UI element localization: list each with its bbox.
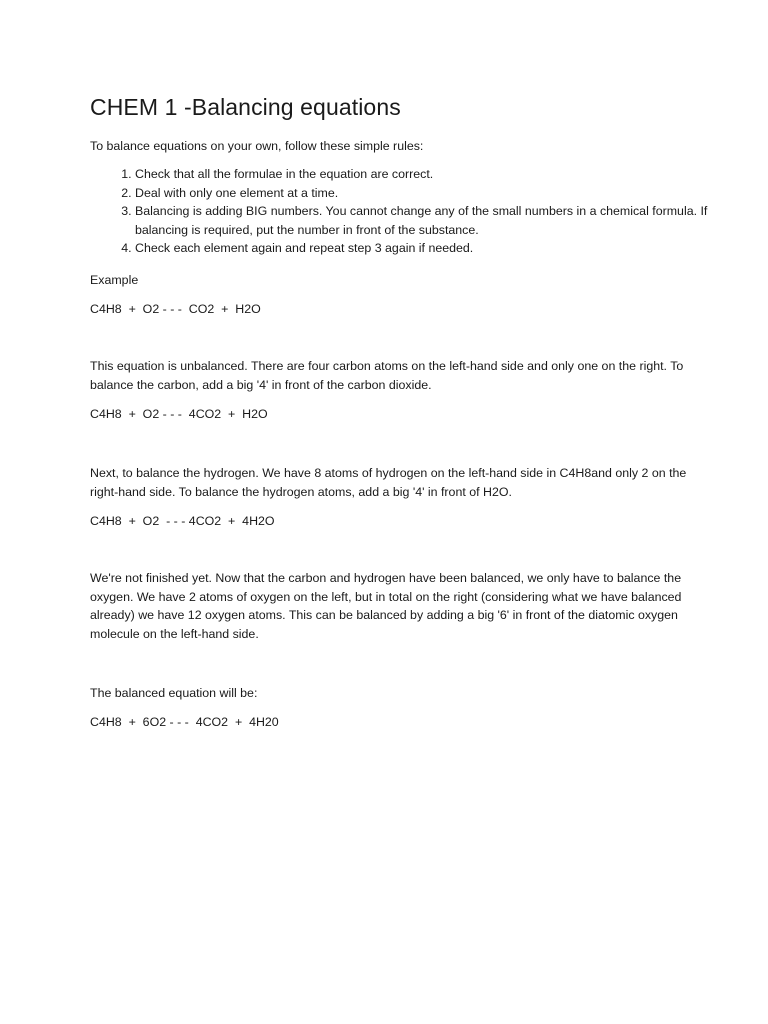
equation-carbon-balanced: C4H8 + O2 - - - 4CO2 + H2O — [90, 407, 268, 421]
paragraph-hydrogen: Next, to balance the hydrogen. We have 8 atoms of hydrogen on the left-hand side in C4H8and only 2 on the right-hand side. To balance the hydrogen atoms, add a big '4' in front of H2O. — [90, 466, 687, 499]
rules-list — [90, 165, 715, 258]
example-label: Example — [90, 273, 139, 287]
list-item: 2. Deal with only one element at a time. — [135, 184, 715, 203]
page-title: CHEM 1 -Balancing equations — [90, 94, 401, 120]
list-item: 4. Check each element again and repeat step 3 again if needed. — [135, 239, 715, 258]
paragraph-carbon: This equation is unbalanced. There are four carbon atoms on the left-hand side and only one on the right. To balance the carbon, add a big '4' in front of the carbon dioxide. — [90, 359, 684, 392]
balanced-label: The balanced equation will be: — [90, 686, 258, 700]
equation-hydrogen-balanced: C4H8 + O2 - - - 4CO2 + 4H2O — [90, 514, 275, 528]
list-item: 3. Balancing is adding BIG numbers. You cannot change any of the small numbers in a chemical formula. If balancing is required, put the number in front of the substance. — [135, 202, 715, 239]
equation-unbalanced: C4H8 + O2 - - - CO2 + H2O — [90, 302, 261, 316]
equation-balanced: C4H8 + 6O2 - - - 4CO2 + 4H20 — [90, 715, 279, 729]
intro-text: To balance equations on your own, follow these simple rules: — [90, 139, 424, 153]
list-item: 1. Check that all the formulae in the equation are correct. — [135, 165, 715, 184]
paragraph-oxygen: We're not finished yet. Now that the carbon and hydrogen have been balanced, we only have to balance the oxygen. We have 2 atoms of oxygen on the left, but in total on the right (considering what we have balanced already) we have 12 oxygen atoms. This can be balanced by adding a big '6' in front of the diatomic oxygen molecule on the left-hand side. — [90, 571, 682, 641]
